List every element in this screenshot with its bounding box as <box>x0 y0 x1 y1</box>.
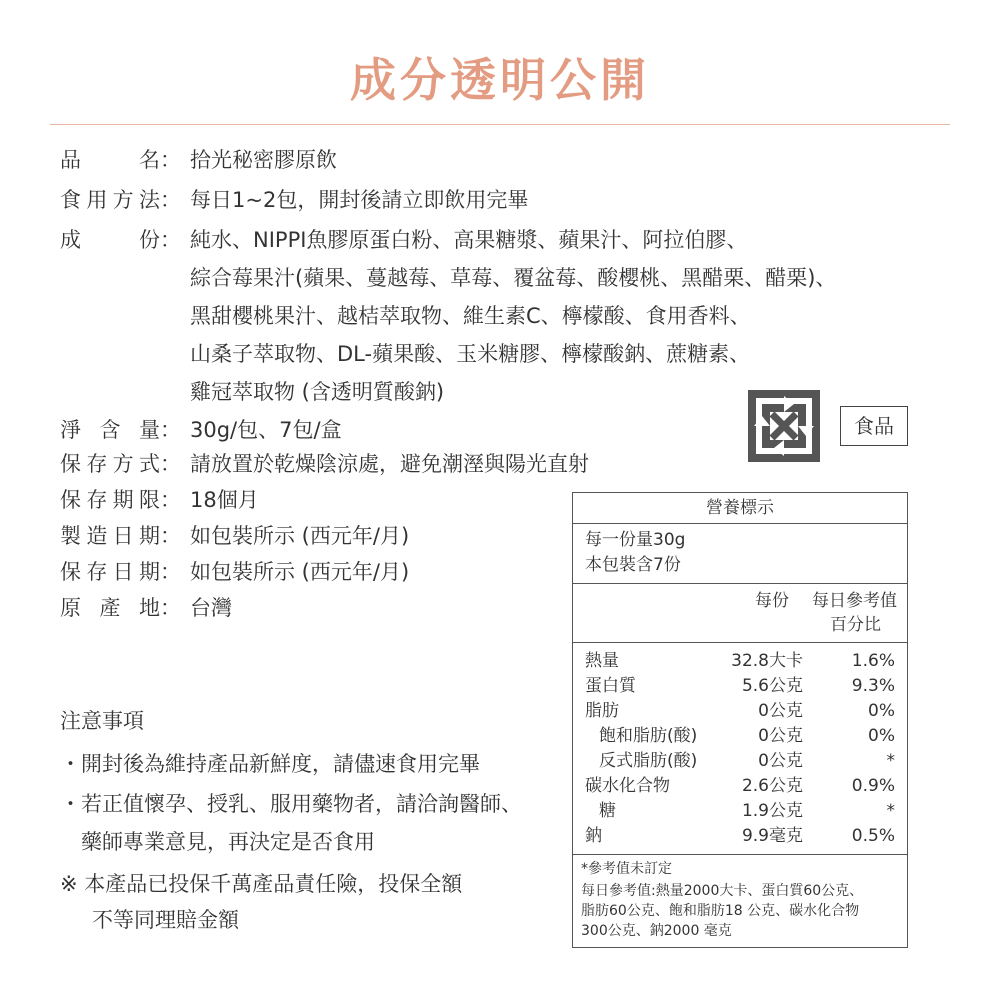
notice-item-1: ・開封後為維持產品新鮮度，請儘速食用完畢 <box>60 752 480 776</box>
nutrient-amount: 1.9公克 <box>741 801 803 821</box>
label-exp-date: 保存日期 <box>60 560 160 584</box>
label-storage: 保存方式 <box>60 452 160 476</box>
footnote-3: 脂肪60公克、飽和脂肪18 公克、碳水化合物 <box>581 903 860 919</box>
col-daily-2: 百分比 <box>830 615 881 635</box>
value-storage: 請放置於乾燥陰涼處，避免潮溼與陽光直射 <box>190 452 589 476</box>
value-net: 30g/包、7包/盒 <box>190 418 342 442</box>
serving-size: 每一份量30g <box>585 530 686 550</box>
label-shelf-life: 保存期限 <box>60 488 160 512</box>
nutrient-amount: 2.6公克 <box>741 776 803 796</box>
info-row-ingredients: 成份： 純水、NIPPI魚膠原蛋白粉、高果糖漿、蘋果汁、阿拉伯膠、 <box>60 228 748 252</box>
value-mfg-date: 如包裝所示 (西元年/月) <box>190 524 410 548</box>
nutrient-amount: 5.6公克 <box>741 676 803 696</box>
notice-title: 注意事項 <box>60 709 144 733</box>
label-usage: 食用方法 <box>60 188 160 212</box>
title-divider <box>50 124 950 125</box>
ingredients-line-3: 黑甜櫻桃果汁、越桔萃取物、維生素C、檸檬酸、食用香料、 <box>190 304 751 328</box>
label-name: 品名 <box>60 148 160 172</box>
label-mfg-date: 製造日期 <box>60 524 160 548</box>
nutrient-amount: 0公克 <box>758 726 803 746</box>
nutrient-daily: 0.5% <box>851 826 895 846</box>
nutrient-daily: * <box>886 801 895 821</box>
notice-item-2: ・若正值懷孕、授乳、服用藥物者，請洽詢醫師、 <box>60 792 522 816</box>
nutrient-name: 反式脂肪(酸) <box>599 751 698 771</box>
nutrition-table <box>572 492 908 948</box>
recycle-icon <box>748 390 820 462</box>
col-daily-1: 每日參考值 <box>812 591 897 611</box>
info-row-net: 淨含量： 30g/包、7包/盒 <box>60 418 342 442</box>
nutrient-daily: 0% <box>868 701 895 721</box>
nutrient-daily: * <box>886 751 895 771</box>
value-usage: 每日1~2包，開封後請立即飲用完畢 <box>190 188 529 212</box>
col-per-serving: 每份 <box>755 591 789 611</box>
value-name: 拾光秘密膠原飲 <box>190 148 337 172</box>
nutrient-daily: 1.6% <box>851 651 895 671</box>
footnote-1: *參考值未訂定 <box>581 861 672 877</box>
page-title: 成分透明公開 <box>350 53 650 107</box>
ingredients-line-2: 綜合莓果汁(蘋果、蔓越莓、草莓、覆盆莓、酸櫻桃、黑醋栗、醋栗)、 <box>190 266 837 290</box>
footnote-2: 每日參考值:熱量2000大卡、蛋白質60公克、 <box>581 883 864 899</box>
info-row-usage: 食用方法： 每日1~2包，開封後請立即飲用完畢 <box>60 188 529 212</box>
info-row-name: 品名： 拾光秘密膠原飲 <box>60 148 337 172</box>
nutrient-name: 鈉 <box>585 826 602 846</box>
ingredients-line-4: 山桑子萃取物、DL-蘋果酸、玉米糖膠、檸檬酸鈉、蔗糖素、 <box>190 342 751 366</box>
nutrient-daily: 0% <box>868 726 895 746</box>
nutrient-name: 脂肪 <box>585 701 619 721</box>
nutrient-amount: 0公克 <box>758 701 803 721</box>
nutrient-name: 蛋白質 <box>585 676 636 696</box>
info-row-storage: 保存方式： 請放置於乾燥陰涼處，避免潮溼與陽光直射 <box>60 452 589 476</box>
nutrient-daily: 0.9% <box>851 776 895 796</box>
value-origin: 台灣 <box>190 596 232 620</box>
info-row-mfg-date: 製造日期： 如包裝所示 (西元年/月) <box>60 524 410 548</box>
nutrient-amount: 0公克 <box>758 751 803 771</box>
value-exp-date: 如包裝所示 (西元年/月) <box>190 560 410 584</box>
info-row-exp-date: 保存日期： 如包裝所示 (西元年/月) <box>60 560 410 584</box>
ingredients-line-1: 純水、NIPPI魚膠原蛋白粉、高果糖漿、蘋果汁、阿拉伯膠、 <box>190 228 748 252</box>
nutrient-name: 飽和脂肪(酸) <box>599 726 698 746</box>
footnote-4: 300公克、鈉2000 毫克 <box>581 923 732 939</box>
nutrient-name: 熱量 <box>585 651 619 671</box>
notice-item-3: 藥師專業意見，再決定是否食用 <box>81 830 375 854</box>
value-shelf-life: 18個月 <box>190 488 259 512</box>
nutrition-title: 營養標示 <box>706 498 774 518</box>
info-row-shelf-life: 保存期限： 18個月 <box>60 488 259 512</box>
nutrient-name: 糖 <box>599 801 616 821</box>
nutrient-daily: 9.3% <box>851 676 895 696</box>
label-net: 淨含量 <box>60 418 160 442</box>
ingredients-line-5: 雞冠萃取物 (含透明質酸鈉) <box>190 380 445 404</box>
nutrient-amount: 32.8大卡 <box>731 651 803 671</box>
label-origin: 原產地 <box>60 596 160 620</box>
nutrient-name: 碳水化合物 <box>585 776 670 796</box>
notice-item-5: 不等同理賠金額 <box>92 908 239 932</box>
notice-item-4: ※ 本產品已投保千萬產品責任險，投保全額 <box>60 872 463 896</box>
servings-per-pack: 本包裝含7份 <box>585 555 681 575</box>
food-badge: 食品 <box>840 406 908 446</box>
label-ingredients: 成份 <box>60 228 160 252</box>
info-row-origin: 原產地： 台灣 <box>60 596 232 620</box>
nutrient-amount: 9.9毫克 <box>741 826 803 846</box>
